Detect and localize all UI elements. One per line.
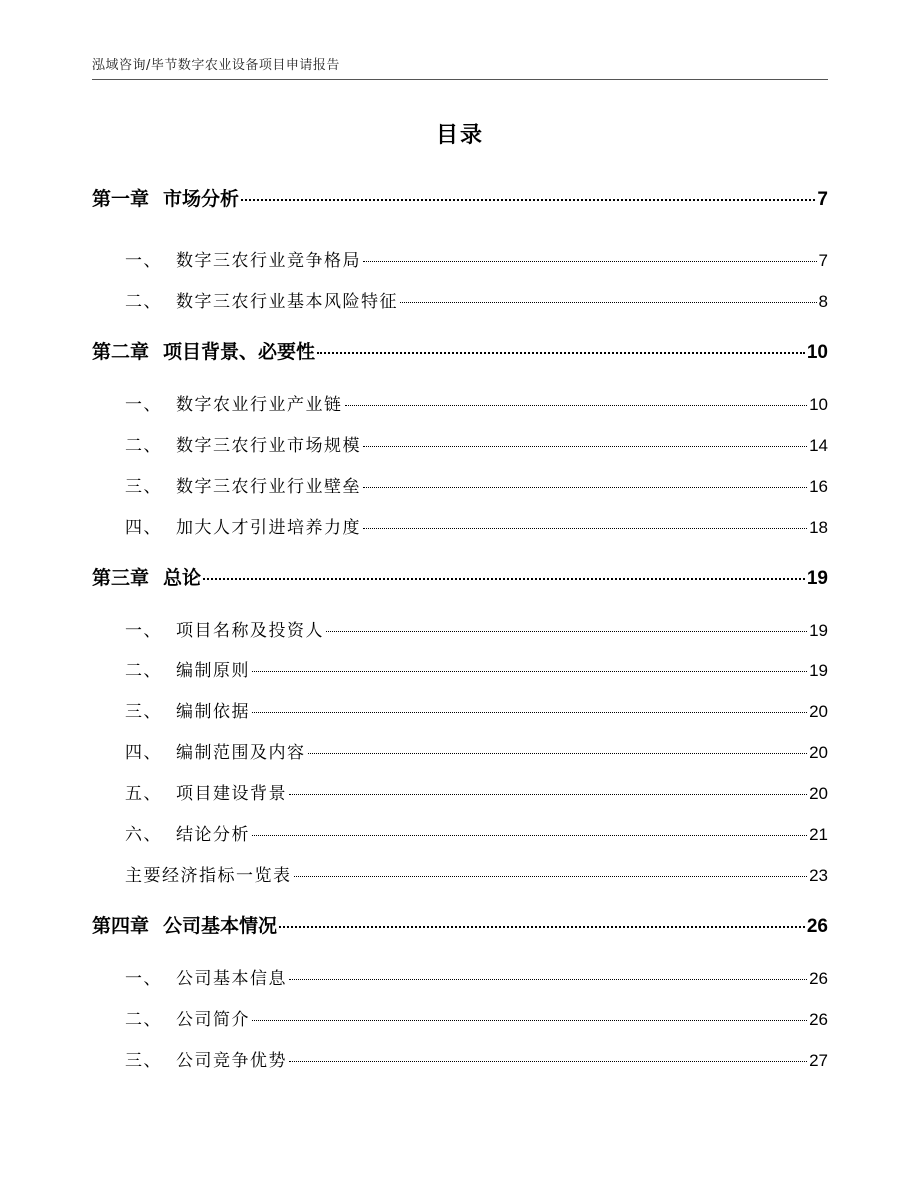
toc-page-number: 10 [809,395,828,414]
toc-page-number: 26 [809,969,828,988]
toc-section-entry[interactable] [92,779,828,804]
toc-entry-number: 四、 [125,518,162,538]
toc-section-entry[interactable] [92,964,828,989]
toc-page-number: 7 [817,189,828,210]
toc-page-number: 19 [809,621,828,640]
toc-section-entry[interactable] [92,1046,828,1071]
dot-leader [252,712,807,713]
toc-entry-number: 二、 [125,292,162,312]
toc-page-number: 26 [809,1010,828,1029]
toc-section-entry[interactable] [92,287,828,312]
toc-section-entry[interactable] [92,472,828,497]
toc-page-number: 23 [809,866,828,885]
dot-leader [345,405,808,406]
toc-entry-title [92,563,201,590]
toc-entry-label: 项目建设背景 [176,784,287,804]
toc-entry-label: 数字三农行业竞争格局 [176,251,361,271]
toc-page-number: 14 [809,436,828,455]
toc-entry-title [125,697,250,722]
toc-page-number: 26 [806,916,828,937]
toc-entry-title [92,337,315,364]
toc-entry-title [125,287,398,312]
toc-entry-number: 六、 [125,825,162,845]
toc-section-entry[interactable] [92,861,828,886]
toc-page-number: 10 [806,342,828,363]
toc-entry-title [125,779,287,804]
toc-entry-number: 二、 [125,1010,162,1030]
toc-page-number: 20 [809,702,828,721]
dot-leader [241,199,815,201]
toc-entry-number: 一、 [125,621,162,641]
dot-leader [279,926,805,928]
toc-entry-title [92,184,239,211]
toc-entry-number: 一、 [125,969,162,989]
toc-entry-title [125,1046,287,1071]
toc-section-entry[interactable] [92,820,828,845]
toc-entry-label: 编制原则 [176,661,250,681]
toc-entry-number: 第一章 [92,188,150,210]
table-of-contents [92,0,828,1191]
toc-page-number: 21 [809,825,828,844]
toc-entry-label: 数字农业行业产业链 [176,395,343,415]
toc-entry-label: 数字三农行业市场规模 [176,436,361,456]
toc-page-number: 19 [809,661,828,680]
toc-entry-number: 三、 [125,477,162,497]
toc-entry-number: 第四章 [92,915,150,937]
toc-section-entry[interactable] [92,390,828,415]
toc-section-entry[interactable] [92,431,828,456]
dot-leader [289,1061,807,1062]
dot-leader [294,876,808,877]
toc-entry-title [125,1005,250,1030]
dot-leader [252,835,807,836]
toc-entry-title [125,246,361,271]
toc-section-entry[interactable] [92,616,828,641]
toc-chapter-entry[interactable] [92,911,828,938]
dot-leader [252,1020,807,1021]
toc-chapter-entry[interactable] [92,337,828,364]
page-title: 目录 [435,123,484,148]
dot-leader [289,979,807,980]
toc-entry-number: 五、 [125,784,162,804]
toc-entry-number: 一、 [125,251,162,271]
toc-entry-label: 总论 [163,567,202,589]
toc-entry-label: 编制依据 [176,702,250,722]
toc-entry-label: 公司竞争优势 [176,1051,287,1071]
toc-entry-label: 市场分析 [163,188,240,210]
running-header: 泓域咨询/毕节数字农业设备项目申请报告 [92,58,340,73]
toc-entry-label: 编制范围及内容 [176,743,306,763]
toc-page-number: 16 [809,477,828,496]
toc-entry-title [125,820,250,845]
toc-section-entry[interactable] [92,738,828,763]
toc-entry-number: 第二章 [92,341,150,363]
toc-entry-number: 二、 [125,436,162,456]
toc-entry-number: 二、 [125,661,162,681]
toc-entry-label: 项目背景、必要性 [163,341,316,363]
toc-entry-label: 项目名称及投资人 [176,621,324,641]
toc-entry-label: 公司基本信息 [176,969,287,989]
dot-leader [289,794,807,795]
dot-leader [326,631,807,632]
dot-leader [308,753,808,754]
toc-chapter-entry[interactable] [92,563,828,590]
toc-section-entry[interactable] [92,246,828,271]
dot-leader [363,528,807,529]
toc-entry-number: 一、 [125,395,162,415]
toc-entry-label: 数字三农行业行业壁垒 [176,477,361,497]
toc-entry-title [125,616,324,641]
dot-leader [252,671,807,672]
toc-entry-title [92,911,277,938]
toc-page-number: 20 [809,784,828,803]
toc-section-entry[interactable] [92,697,828,722]
toc-entry-title [125,472,361,497]
toc-page-number: 18 [809,518,828,537]
dot-leader [363,446,807,447]
toc-entry-label: 结论分析 [176,825,250,845]
toc-entry-label: 数字三农行业基本风险特征 [176,292,398,312]
toc-entry-title [125,964,287,989]
toc-entry-title [125,390,343,415]
toc-page-number: 20 [809,743,828,762]
toc-section-entry[interactable] [92,656,828,681]
toc-entry-title [125,513,361,538]
toc-chapter-entry[interactable] [92,184,828,211]
toc-entry-number: 三、 [125,702,162,722]
dot-leader [363,487,807,488]
toc-entry-title [125,861,292,886]
dot-leader [317,352,805,354]
toc-entry-title [125,656,250,681]
toc-entry-title [125,738,306,763]
dot-leader [203,578,805,580]
toc-section-entry[interactable] [92,513,828,538]
toc-section-entry[interactable] [92,1005,828,1030]
toc-entry-title [125,431,361,456]
toc-entry-number: 三、 [125,1051,162,1071]
toc-entry-label: 加大人才引进培养力度 [176,518,361,538]
toc-entry-label: 公司简介 [176,1010,250,1030]
toc-entry-label: 公司基本情况 [163,915,278,937]
toc-page-number: 27 [809,1051,828,1070]
toc-page-number: 8 [818,292,828,311]
toc-page-number: 7 [818,251,828,270]
toc-entry-number: 第三章 [92,567,150,589]
toc-entry-number: 四、 [125,743,162,763]
toc-page-number: 19 [806,568,828,589]
toc-entry-label: 主要经济指标一览表 [125,866,292,886]
dot-leader [363,261,817,262]
dot-leader [400,302,817,303]
